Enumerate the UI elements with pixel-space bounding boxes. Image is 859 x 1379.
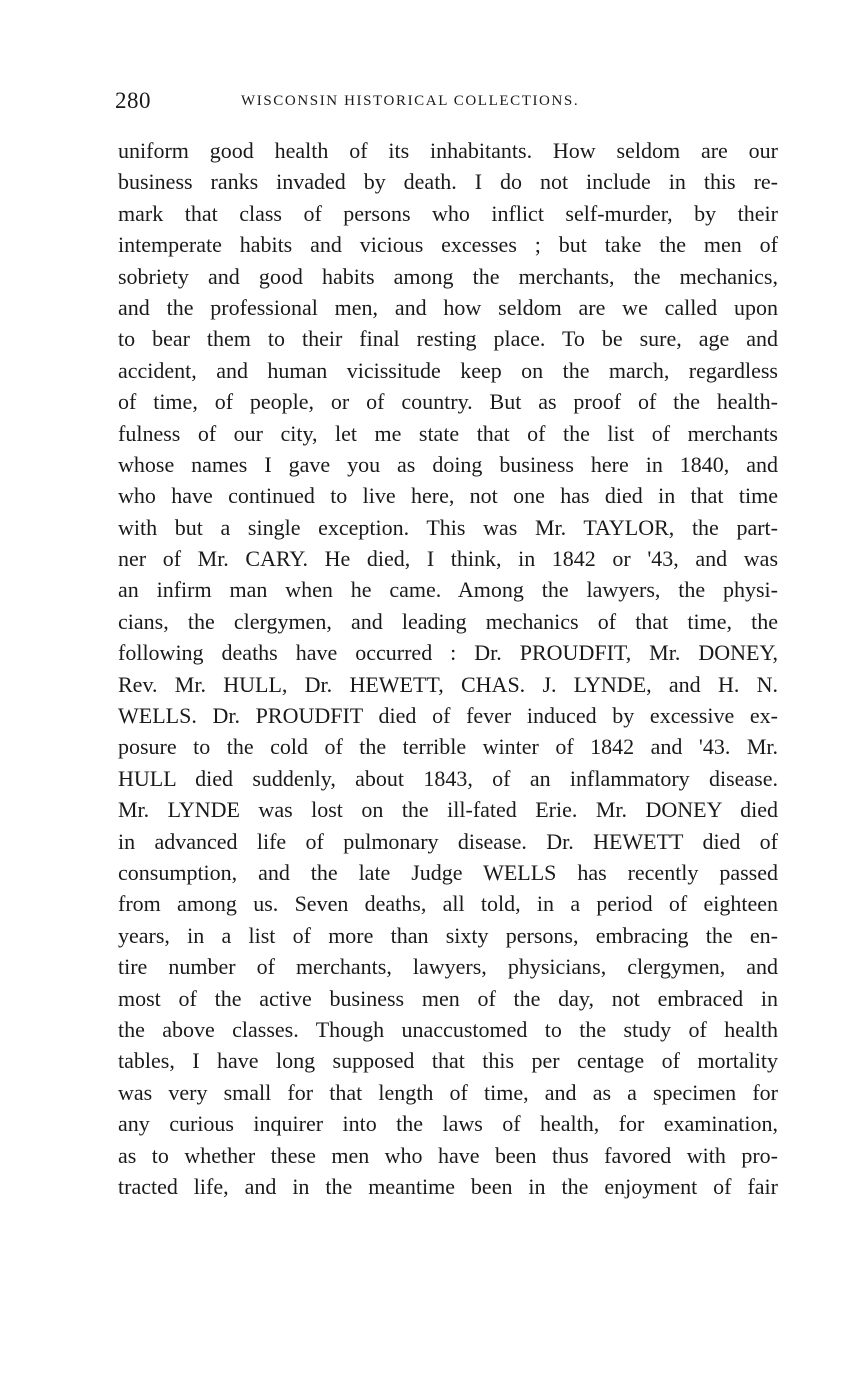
text-line: mark that class of persons who inflict self-murder, by their xyxy=(118,200,778,226)
text-line: posure to the cold of the terrible winter of 1842 and '43. Mr. xyxy=(118,734,778,760)
body-text xyxy=(118,135,778,1202)
text-line: as to whether these men who have been thus favored with pro- xyxy=(118,1142,778,1168)
text-line: sobriety and good habits among the merchants, the mechanics, xyxy=(118,263,778,289)
text-line: in advanced life of pulmonary disease. Dr. HEWETT died of xyxy=(118,828,778,854)
page-number: 280 xyxy=(115,88,151,113)
text-line: from among us. Seven deaths, all told, in a period of eighteen xyxy=(118,891,778,917)
text-line: WELLS. Dr. PROUDFIT died of fever induced by excessive ex- xyxy=(118,703,778,729)
text-line: of time, of people, or of country. But as proof of the health- xyxy=(118,389,778,415)
text-line: cians, the clergymen, and leading mechanics of that time, the xyxy=(118,608,778,634)
text-line: uniform good health of its inhabitants. How seldom are our xyxy=(118,138,778,163)
text-line: most of the active business men of the day, not embraced in xyxy=(118,985,778,1011)
text-line: accident, and human vicissitude keep on the march, regardless xyxy=(118,357,778,383)
text-line: intemperate habits and vicious excesses ; but take the men of xyxy=(118,232,778,258)
text-line: years, in a list of more than sixty persons, embracing the en- xyxy=(118,922,778,948)
text-line: tracted life, and in the meantime been in the enjoyment of fair xyxy=(118,1173,778,1199)
text-line: an infirm man when he came. Among the lawyers, the physi- xyxy=(118,577,778,603)
text-line: was very small for that length of time, and as a specimen for xyxy=(118,1079,778,1105)
text-line: Rev. Mr. HULL, Dr. HEWETT, CHAS. J. LYNDE, and H. N. xyxy=(118,671,778,697)
text-line: business ranks invaded by death. I do not include in this re- xyxy=(118,169,778,195)
text-line: and the professional men, and how seldom are we called upon xyxy=(118,294,778,320)
text-line: the above classes. Though unaccustomed to the study of health xyxy=(118,1016,778,1042)
text-line: following deaths have occurred : Dr. PROUDFIT, Mr. DONEY, xyxy=(118,640,778,666)
running-head xyxy=(115,88,765,118)
text-line: Mr. LYNDE was lost on the ill-fated Erie. Mr. DONEY died xyxy=(118,797,778,823)
text-line: to bear them to their final resting place. To be sure, age and xyxy=(118,326,778,352)
text-line: ner of Mr. CARY. He died, I think, in 1842 or '43, and was xyxy=(118,546,778,572)
text-line: tire number of merchants, lawyers, physicians, clergymen, and xyxy=(118,954,778,980)
running-title: WISCONSIN HISTORICAL COLLECTIONS. xyxy=(241,93,580,109)
text-line: fulness of our city, let me state that of the list of merchants xyxy=(118,420,778,446)
text-line: tables, I have long supposed that this per centage of mortality xyxy=(118,1048,778,1074)
text-line: HULL died suddenly, about 1843, of an inflammatory disease. xyxy=(118,765,778,791)
text-line: whose names I gave you as doing business here in 1840, and xyxy=(118,451,778,477)
text-line: with but a single exception. This was Mr. TAYLOR, the part- xyxy=(118,514,778,540)
text-line: who have continued to live here, not one has died in that time xyxy=(118,483,778,509)
text-line: consumption, and the late Judge WELLS has recently passed xyxy=(118,859,778,885)
text-line: any curious inquirer into the laws of health, for examination, xyxy=(118,1111,778,1137)
